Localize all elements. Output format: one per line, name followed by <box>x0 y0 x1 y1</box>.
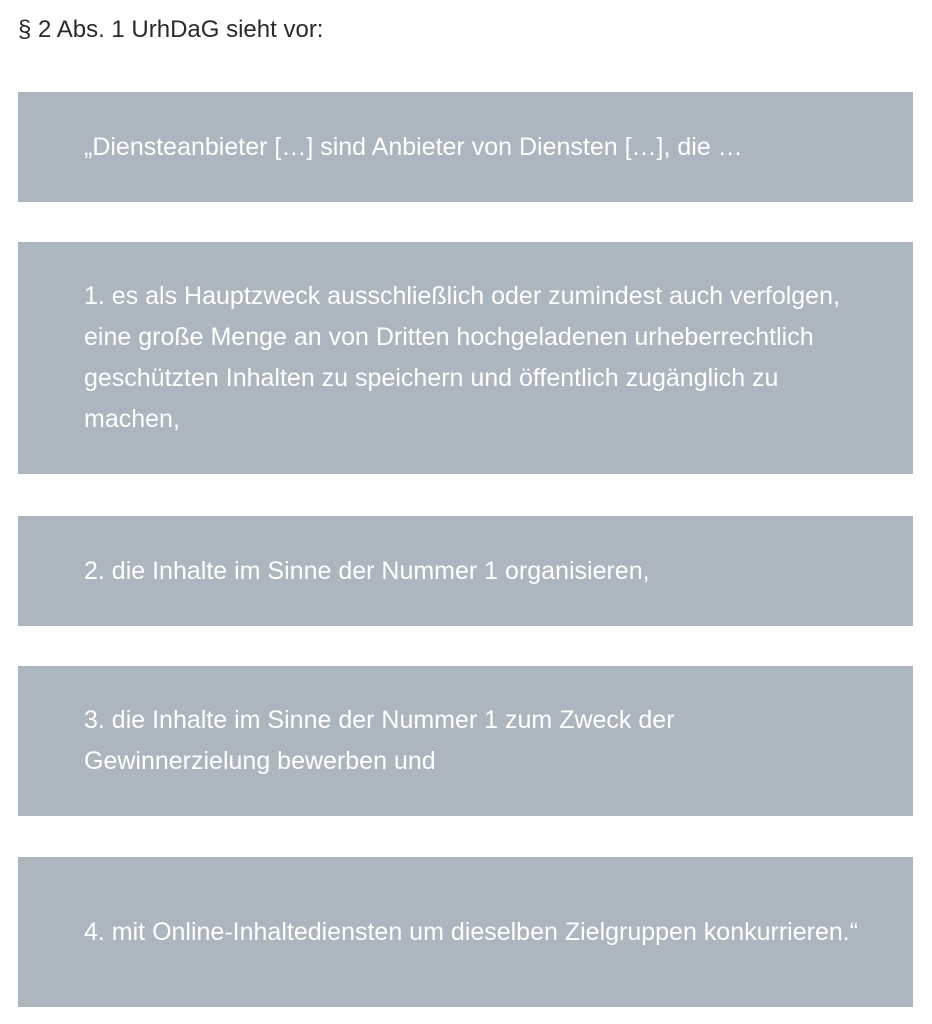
quote-text: 2. die Inhalte im Sinne der Nummer 1 organisieren, <box>84 556 650 585</box>
quote-block-item-4 <box>18 857 913 1007</box>
quote-text: 3. die Inhalte im Sinne der Nummer 1 zum Zweck der Gewinnerzielung bewerben und <box>84 706 675 775</box>
quote-block-item-1 <box>18 242 913 474</box>
page-heading: § 2 Abs. 1 UrhDaG sieht vor: <box>18 16 324 43</box>
quote-text: 1. es als Hauptzweck ausschließlich oder zumindest auch verfolgen, eine große Menge an von Dritten hochgeladenen urheberrechtlich geschützten Inhalten zu speichern und öffentlich zugänglich zu machen, <box>84 282 840 433</box>
quote-block-item-2 <box>18 516 913 626</box>
quote-block-intro <box>18 92 913 202</box>
quote-text: „Diensteanbieter […] sind Anbieter von Diensten […], die … <box>84 132 743 161</box>
quote-text: 4. mit Online-Inhaltediensten um dieselben Zielgruppen konkurrieren.“ <box>84 917 859 946</box>
quote-block-item-3 <box>18 666 913 816</box>
